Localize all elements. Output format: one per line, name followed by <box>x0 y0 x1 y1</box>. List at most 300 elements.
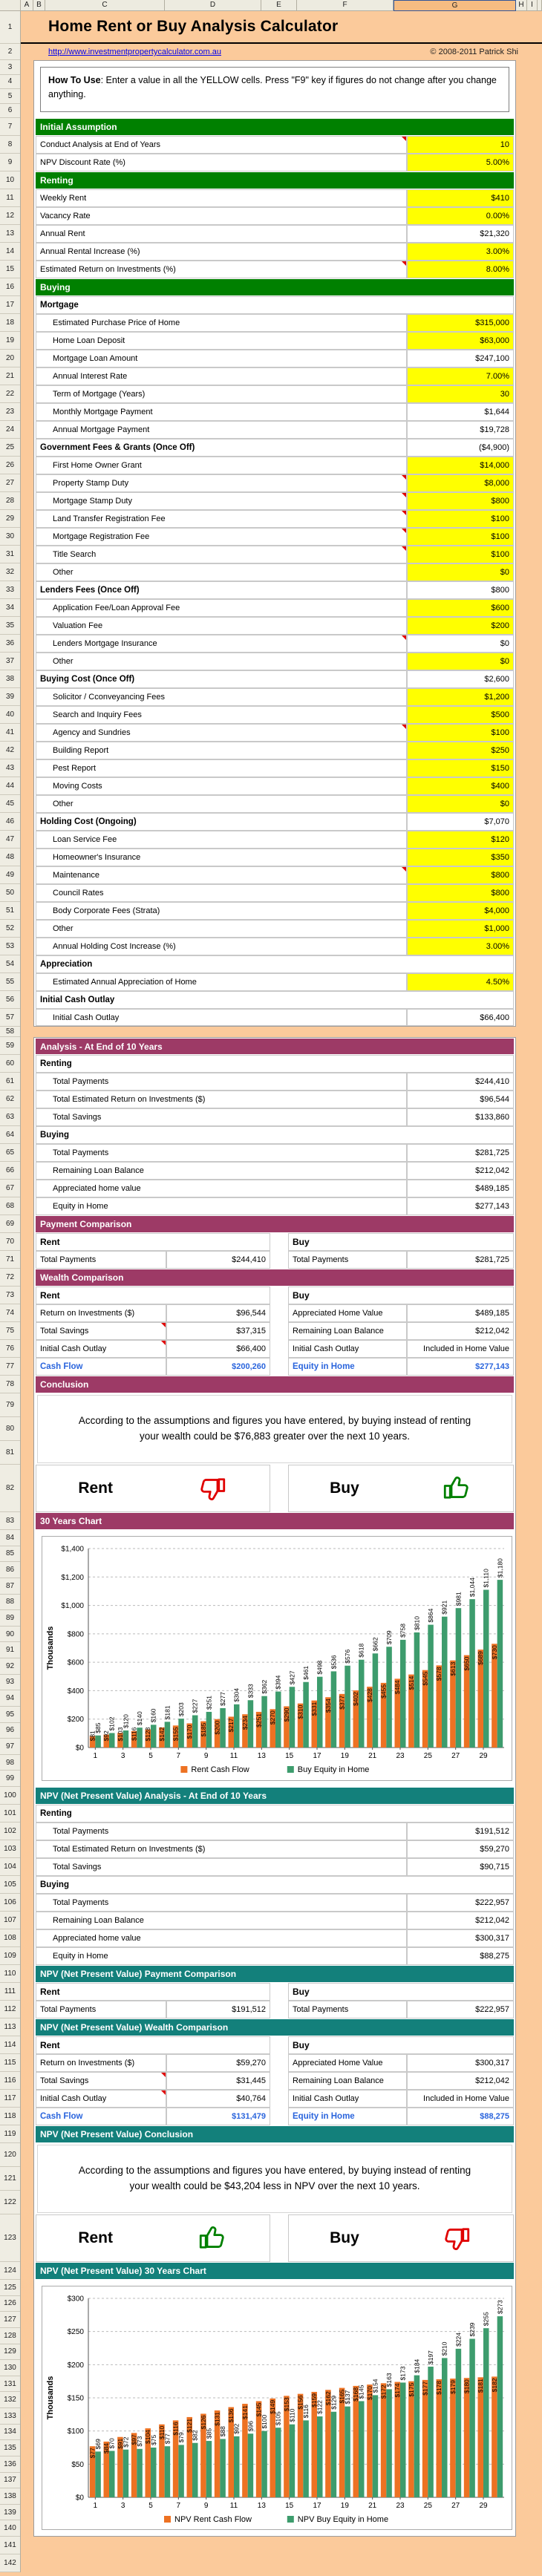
cell-label[interactable] <box>36 777 407 795</box>
row-number[interactable]: 79 <box>0 1393 20 1417</box>
row-number[interactable]: 137 <box>0 2473 20 2489</box>
cell-label[interactable] <box>288 1322 407 1340</box>
cell-label[interactable] <box>36 1009 407 1026</box>
row-number[interactable]: 8 <box>0 136 20 154</box>
cell-label[interactable] <box>36 243 407 261</box>
cell-label[interactable] <box>36 439 407 457</box>
rent-column-header[interactable]: Rent <box>36 1233 270 1251</box>
cell-value-input[interactable] <box>407 136 514 154</box>
cell-value[interactable] <box>407 1180 514 1197</box>
row-number[interactable]: 63 <box>0 1108 20 1126</box>
cell-label[interactable] <box>36 813 407 831</box>
cell-value-input[interactable] <box>407 849 514 866</box>
row-number[interactable]: 70 <box>0 1233 20 1251</box>
row-number[interactable]: 120 <box>0 2143 20 2167</box>
cell-value[interactable] <box>407 2054 514 2072</box>
select-all-corner[interactable] <box>0 0 21 11</box>
row-number[interactable]: 108 <box>0 1929 20 1947</box>
cell-label[interactable] <box>36 1894 407 1912</box>
cell-label[interactable] <box>36 1876 514 1894</box>
cell-label[interactable] <box>36 332 407 350</box>
cell-label[interactable] <box>36 457 407 474</box>
cell-label[interactable] <box>36 1358 166 1376</box>
row-number[interactable]: 47 <box>0 831 20 849</box>
row-number[interactable]: 38 <box>0 670 20 688</box>
row-number[interactable]: 30 <box>0 528 20 546</box>
row-number[interactable]: 94 <box>0 1690 20 1707</box>
row-number[interactable]: 88 <box>0 1595 20 1611</box>
row-number[interactable]: 27 <box>0 474 20 492</box>
cell-value-input[interactable] <box>407 599 514 617</box>
cell-value[interactable] <box>166 1340 270 1358</box>
cell-label[interactable] <box>36 1304 166 1322</box>
cell-value[interactable] <box>407 1162 514 1180</box>
column-header-B[interactable]: B <box>33 0 45 11</box>
cell-label[interactable] <box>36 795 407 813</box>
cell-label[interactable] <box>36 1340 166 1358</box>
row-number[interactable]: 40 <box>0 706 20 724</box>
cell-label[interactable] <box>36 314 407 332</box>
row-number[interactable]: 136 <box>0 2456 20 2473</box>
cell-value-input[interactable] <box>407 688 514 706</box>
row-number[interactable]: 25 <box>0 439 20 457</box>
row-number[interactable]: 55 <box>0 973 20 991</box>
cell-label[interactable] <box>36 902 407 920</box>
row-number[interactable]: 56 <box>0 991 20 1009</box>
row-number[interactable]: 72 <box>0 1269 20 1287</box>
cell-value[interactable] <box>407 421 514 439</box>
website-link[interactable]: http://www.investmentpropertycalculator.com.au <box>48 48 221 56</box>
cell-value-input[interactable] <box>407 759 514 777</box>
cell-label[interactable] <box>36 849 407 866</box>
thirty-years-bar-chart[interactable] <box>42 1536 512 1781</box>
cell-value[interactable] <box>407 1144 514 1162</box>
row-number[interactable]: 64 <box>0 1126 20 1144</box>
cell-label[interactable] <box>36 528 407 546</box>
cell-label[interactable] <box>36 421 407 439</box>
row-number[interactable]: 121 <box>0 2167 20 2191</box>
row-number[interactable]: 98 <box>0 1755 20 1771</box>
row-number[interactable]: 87 <box>0 1578 20 1595</box>
cell-label[interactable] <box>36 1108 407 1126</box>
cell-value[interactable] <box>407 350 514 367</box>
row-number[interactable]: 142 <box>0 2554 20 2572</box>
row-number[interactable]: 66 <box>0 1162 20 1180</box>
row-number[interactable]: 84 <box>0 1530 20 1546</box>
cell-label[interactable] <box>36 955 514 973</box>
cell-label[interactable] <box>36 706 407 724</box>
cell-label[interactable] <box>288 2108 407 2125</box>
cell-value-input[interactable] <box>407 474 514 492</box>
section-header[interactable]: Payment Comparison <box>36 1216 514 1232</box>
cell-label[interactable] <box>36 296 514 314</box>
row-number[interactable]: 46 <box>0 813 20 831</box>
row-number[interactable]: 65 <box>0 1144 20 1162</box>
cell-value[interactable] <box>166 1251 270 1269</box>
cell-label[interactable] <box>288 1251 407 1269</box>
section-header[interactable]: Conclusion <box>36 1376 514 1393</box>
cell-value[interactable] <box>407 1091 514 1108</box>
row-number[interactable]: 91 <box>0 1642 20 1658</box>
column-header-H[interactable]: H <box>516 0 527 11</box>
cell-label[interactable] <box>36 653 407 670</box>
cell-value[interactable] <box>407 1840 514 1858</box>
row-number[interactable]: 129 <box>0 2344 20 2361</box>
row-number[interactable]: 104 <box>0 1858 20 1876</box>
column-header-G[interactable]: G <box>394 0 516 11</box>
section-header[interactable]: Analysis - At End of 10 Years <box>36 1039 514 1054</box>
row-number[interactable]: 31 <box>0 546 20 563</box>
cell-label[interactable] <box>36 866 407 884</box>
cell-value[interactable] <box>407 2072 514 2090</box>
cell-label[interactable] <box>36 367 407 385</box>
row-number[interactable]: 80 <box>0 1417 20 1441</box>
section-header[interactable]: NPV (Net Present Value) Analysis - At End of 10 Years <box>36 1788 514 1804</box>
cell-value-input[interactable] <box>407 457 514 474</box>
row-number[interactable]: 74 <box>0 1304 20 1322</box>
cell-value-input[interactable] <box>407 492 514 510</box>
row-number[interactable]: 50 <box>0 884 20 902</box>
section-header[interactable]: NPV (Net Present Value) 30 Years Chart <box>36 2263 514 2279</box>
row-number[interactable]: 114 <box>0 2036 20 2054</box>
cell-value[interactable] <box>407 1322 514 1340</box>
row-number[interactable]: 21 <box>0 367 20 385</box>
cell-label[interactable] <box>36 546 407 563</box>
row-number[interactable]: 75 <box>0 1322 20 1340</box>
cell-label[interactable] <box>36 1322 166 1340</box>
row-number[interactable]: 69 <box>0 1215 20 1233</box>
section-header[interactable]: Buying <box>36 279 514 295</box>
cell-label[interactable] <box>36 1144 407 1162</box>
row-number[interactable]: 100 <box>0 1787 20 1805</box>
row-number[interactable]: 90 <box>0 1627 20 1643</box>
cell-value-input[interactable] <box>407 831 514 849</box>
cell-label[interactable] <box>36 1929 407 1947</box>
cell-label[interactable] <box>36 1823 407 1840</box>
cell-value-input[interactable] <box>407 866 514 884</box>
column-header-F[interactable]: F <box>297 0 394 11</box>
row-number[interactable]: 16 <box>0 278 20 296</box>
section-header[interactable]: NPV (Net Present Value) Conclusion <box>36 2126 514 2142</box>
row-number[interactable]: 35 <box>0 617 20 635</box>
row-number[interactable]: 5 <box>0 89 20 104</box>
cell-label[interactable] <box>36 2108 166 2125</box>
buy-column-header[interactable]: Buy <box>288 1233 514 1251</box>
row-number[interactable]: 95 <box>0 1707 20 1723</box>
cell-label[interactable] <box>36 759 407 777</box>
cell-value[interactable] <box>407 1340 514 1358</box>
row-number[interactable]: 20 <box>0 350 20 367</box>
cell-label[interactable] <box>36 831 407 849</box>
row-number[interactable]: 1 <box>0 11 20 44</box>
row-number[interactable]: 92 <box>0 1658 20 1675</box>
cell-value[interactable] <box>166 2090 270 2108</box>
column-header-E[interactable]: E <box>261 0 297 11</box>
row-number[interactable]: 37 <box>0 653 20 670</box>
cell-label[interactable] <box>288 1340 407 1358</box>
row-number[interactable]: 126 <box>0 2296 20 2312</box>
cell-value[interactable] <box>166 2108 270 2125</box>
row-number[interactable]: 28 <box>0 492 20 510</box>
cell-label[interactable] <box>288 2090 407 2108</box>
row-number[interactable]: 71 <box>0 1251 20 1269</box>
cell-label[interactable] <box>288 2001 407 2018</box>
row-number[interactable]: 39 <box>0 688 20 706</box>
cell-label[interactable] <box>36 670 407 688</box>
cell-value[interactable] <box>407 225 514 243</box>
row-number[interactable]: 57 <box>0 1009 20 1027</box>
cell-label[interactable] <box>36 1091 407 1108</box>
column-header-I[interactable]: I <box>527 0 538 11</box>
cell-value-input[interactable] <box>407 332 514 350</box>
cell-label[interactable] <box>36 261 407 278</box>
row-number[interactable]: 58 <box>0 1027 20 1037</box>
cell-value[interactable] <box>407 1251 514 1269</box>
row-number[interactable]: 128 <box>0 2328 20 2344</box>
row-number[interactable]: 93 <box>0 1675 20 1691</box>
row-number[interactable]: 29 <box>0 510 20 528</box>
row-number[interactable]: 67 <box>0 1180 20 1197</box>
row-number[interactable]: 81 <box>0 1441 20 1465</box>
cell-value[interactable] <box>407 1073 514 1091</box>
column-header-A[interactable]: A <box>21 0 33 11</box>
cell-label[interactable] <box>36 1180 407 1197</box>
cell-label[interactable] <box>36 492 407 510</box>
buy-column-header[interactable]: Buy <box>288 1287 514 1304</box>
row-number[interactable]: 85 <box>0 1546 20 1563</box>
row-number[interactable]: 111 <box>0 1983 20 2001</box>
cell-label[interactable] <box>36 1162 407 1180</box>
cell-value[interactable] <box>407 1947 514 1965</box>
cell-value[interactable] <box>407 2090 514 2108</box>
cell-value[interactable] <box>407 635 514 653</box>
cell-value-input[interactable] <box>407 528 514 546</box>
row-number[interactable]: 13 <box>0 225 20 243</box>
row-number[interactable]: 124 <box>0 2262 20 2280</box>
cell-value[interactable] <box>166 2001 270 2018</box>
cell-label[interactable] <box>36 510 407 528</box>
row-number[interactable]: 86 <box>0 1562 20 1578</box>
cell-value[interactable] <box>166 1358 270 1376</box>
cell-value[interactable] <box>407 1929 514 1947</box>
row-number[interactable]: 99 <box>0 1771 20 1787</box>
row-number[interactable]: 19 <box>0 332 20 350</box>
row-number[interactable]: 133 <box>0 2408 20 2425</box>
cell-label[interactable] <box>36 724 407 742</box>
cell-label[interactable] <box>36 350 407 367</box>
section-header[interactable]: NPV (Net Present Value) Wealth Comparison <box>36 2019 514 2036</box>
row-number[interactable]: 97 <box>0 1739 20 1755</box>
cell-label[interactable] <box>36 1840 407 1858</box>
cell-label[interactable] <box>36 225 407 243</box>
row-number[interactable]: 127 <box>0 2312 20 2328</box>
cell-label[interactable] <box>36 938 407 955</box>
cell-value[interactable] <box>407 1108 514 1126</box>
row-number[interactable]: 10 <box>0 171 20 189</box>
cell-value-input[interactable] <box>407 243 514 261</box>
row-number[interactable]: 102 <box>0 1823 20 1840</box>
cell-value[interactable] <box>407 1009 514 1026</box>
cell-label[interactable] <box>36 1947 407 1965</box>
cell-value-input[interactable] <box>407 261 514 278</box>
row-number[interactable]: 54 <box>0 955 20 973</box>
row-number[interactable]: 17 <box>0 296 20 314</box>
cell-value-input[interactable] <box>407 724 514 742</box>
row-number[interactable]: 34 <box>0 599 20 617</box>
row-number[interactable]: 61 <box>0 1073 20 1091</box>
cell-value[interactable] <box>407 670 514 688</box>
row-number[interactable]: 4 <box>0 75 20 90</box>
row-number[interactable]: 132 <box>0 2392 20 2408</box>
row-number[interactable]: 107 <box>0 1912 20 1929</box>
cell-label[interactable] <box>36 742 407 759</box>
cell-value[interactable] <box>407 813 514 831</box>
section-header[interactable]: 30 Years Chart <box>36 1513 514 1529</box>
cell-label[interactable] <box>36 581 407 599</box>
cell-label[interactable] <box>36 207 407 225</box>
cell-label[interactable] <box>36 1073 407 1091</box>
row-number[interactable]: 23 <box>0 403 20 421</box>
row-number[interactable]: 36 <box>0 635 20 653</box>
cell-value-input[interactable] <box>407 189 514 207</box>
cell-value[interactable] <box>407 1858 514 1876</box>
column-header-C[interactable]: C <box>45 0 165 11</box>
section-header[interactable]: Wealth Comparison <box>36 1269 514 1286</box>
cell-label[interactable] <box>36 1912 407 1929</box>
cell-label[interactable] <box>36 1251 166 1269</box>
cell-label[interactable] <box>36 1197 407 1215</box>
row-number[interactable]: 12 <box>0 207 20 225</box>
section-header[interactable]: NPV (Net Present Value) Payment Comparison <box>36 1966 514 1982</box>
row-number[interactable]: 116 <box>0 2072 20 2090</box>
cell-value-input[interactable] <box>407 385 514 403</box>
row-number[interactable]: 41 <box>0 724 20 742</box>
cell-label[interactable] <box>36 991 514 1009</box>
row-number[interactable]: 44 <box>0 777 20 795</box>
cell-value-input[interactable] <box>407 795 514 813</box>
cell-value-input[interactable] <box>407 617 514 635</box>
row-number[interactable]: 52 <box>0 920 20 938</box>
row-number[interactable]: 45 <box>0 795 20 813</box>
row-number[interactable]: 24 <box>0 421 20 439</box>
cell-value-input[interactable] <box>407 207 514 225</box>
cell-label[interactable] <box>36 1126 514 1144</box>
cell-value[interactable] <box>407 1304 514 1322</box>
row-number[interactable]: 9 <box>0 154 20 171</box>
cell-value-input[interactable] <box>407 902 514 920</box>
row-number[interactable]: 33 <box>0 581 20 599</box>
cell-label[interactable] <box>288 1358 407 1376</box>
row-number[interactable]: 14 <box>0 243 20 261</box>
cell-value-input[interactable] <box>407 920 514 938</box>
row-number[interactable]: 110 <box>0 1965 20 1983</box>
row-number[interactable]: 122 <box>0 2191 20 2214</box>
cell-value-input[interactable] <box>407 742 514 759</box>
buy-column-header[interactable]: Buy <box>288 2036 514 2054</box>
cell-label[interactable] <box>36 563 407 581</box>
cell-value[interactable] <box>407 581 514 599</box>
row-number[interactable]: 59 <box>0 1037 20 1055</box>
row-number[interactable]: 2 <box>0 44 20 60</box>
cell-value[interactable] <box>407 1894 514 1912</box>
row-number[interactable]: 49 <box>0 866 20 884</box>
cell-label[interactable] <box>288 1304 407 1322</box>
cell-value[interactable] <box>166 2072 270 2090</box>
row-number[interactable]: 134 <box>0 2425 20 2441</box>
cell-value-input[interactable] <box>407 314 514 332</box>
row-number[interactable]: 113 <box>0 2018 20 2036</box>
row-number[interactable]: 15 <box>0 261 20 278</box>
rent-column-header[interactable]: Rent <box>36 1287 270 1304</box>
row-number[interactable]: 89 <box>0 1610 20 1627</box>
row-number[interactable]: 53 <box>0 938 20 955</box>
row-number[interactable]: 125 <box>0 2280 20 2296</box>
cell-label[interactable] <box>36 154 407 171</box>
cell-label[interactable] <box>36 599 407 617</box>
cell-value-input[interactable] <box>407 973 514 991</box>
cell-value-input[interactable] <box>407 510 514 528</box>
cell-value-input[interactable] <box>407 706 514 724</box>
cell-value-input[interactable] <box>407 777 514 795</box>
row-number[interactable]: 82 <box>0 1465 20 1512</box>
row-number[interactable]: 117 <box>0 2090 20 2108</box>
row-number[interactable]: 78 <box>0 1376 20 1393</box>
row-number[interactable]: 26 <box>0 457 20 474</box>
cell-label[interactable] <box>36 1858 407 1876</box>
row-number[interactable]: 77 <box>0 1358 20 1376</box>
row-number[interactable]: 123 <box>0 2214 20 2262</box>
cell-value-input[interactable] <box>407 653 514 670</box>
cell-label[interactable] <box>36 1805 514 1823</box>
row-number[interactable]: 141 <box>0 2537 20 2554</box>
row-number[interactable]: 60 <box>0 1055 20 1073</box>
buy-column-header[interactable]: Buy <box>288 1983 514 2001</box>
row-number[interactable]: 119 <box>0 2125 20 2143</box>
row-number[interactable]: 42 <box>0 742 20 759</box>
cell-value[interactable] <box>407 1823 514 1840</box>
row-number[interactable]: 43 <box>0 759 20 777</box>
cell-label[interactable] <box>36 2072 166 2090</box>
row-number[interactable]: 139 <box>0 2505 20 2521</box>
cell-label[interactable] <box>36 617 407 635</box>
cell-label[interactable] <box>36 403 407 421</box>
cell-label[interactable] <box>36 973 407 991</box>
row-number[interactable]: 6 <box>0 104 20 119</box>
row-number[interactable]: 32 <box>0 563 20 581</box>
cell-value[interactable] <box>407 1197 514 1215</box>
cell-label[interactable] <box>36 1055 514 1073</box>
cell-label[interactable] <box>36 474 407 492</box>
cell-label[interactable] <box>36 2001 166 2018</box>
row-number[interactable]: 118 <box>0 2108 20 2125</box>
cell-value[interactable] <box>166 1304 270 1322</box>
cell-value-input[interactable] <box>407 367 514 385</box>
cell-value[interactable] <box>407 2108 514 2125</box>
row-number[interactable]: 22 <box>0 385 20 403</box>
cell-label[interactable] <box>36 688 407 706</box>
row-number[interactable]: 109 <box>0 1947 20 1965</box>
cell-value[interactable] <box>407 403 514 421</box>
row-number[interactable]: 112 <box>0 2001 20 2018</box>
row-number[interactable]: 7 <box>0 118 20 136</box>
cell-value-input[interactable] <box>407 546 514 563</box>
row-number[interactable]: 103 <box>0 1840 20 1858</box>
row-number[interactable]: 138 <box>0 2488 20 2505</box>
row-number[interactable]: 51 <box>0 902 20 920</box>
rent-column-header[interactable]: Rent <box>36 1983 270 2001</box>
row-number[interactable]: 140 <box>0 2520 20 2537</box>
cell-label[interactable] <box>36 189 407 207</box>
